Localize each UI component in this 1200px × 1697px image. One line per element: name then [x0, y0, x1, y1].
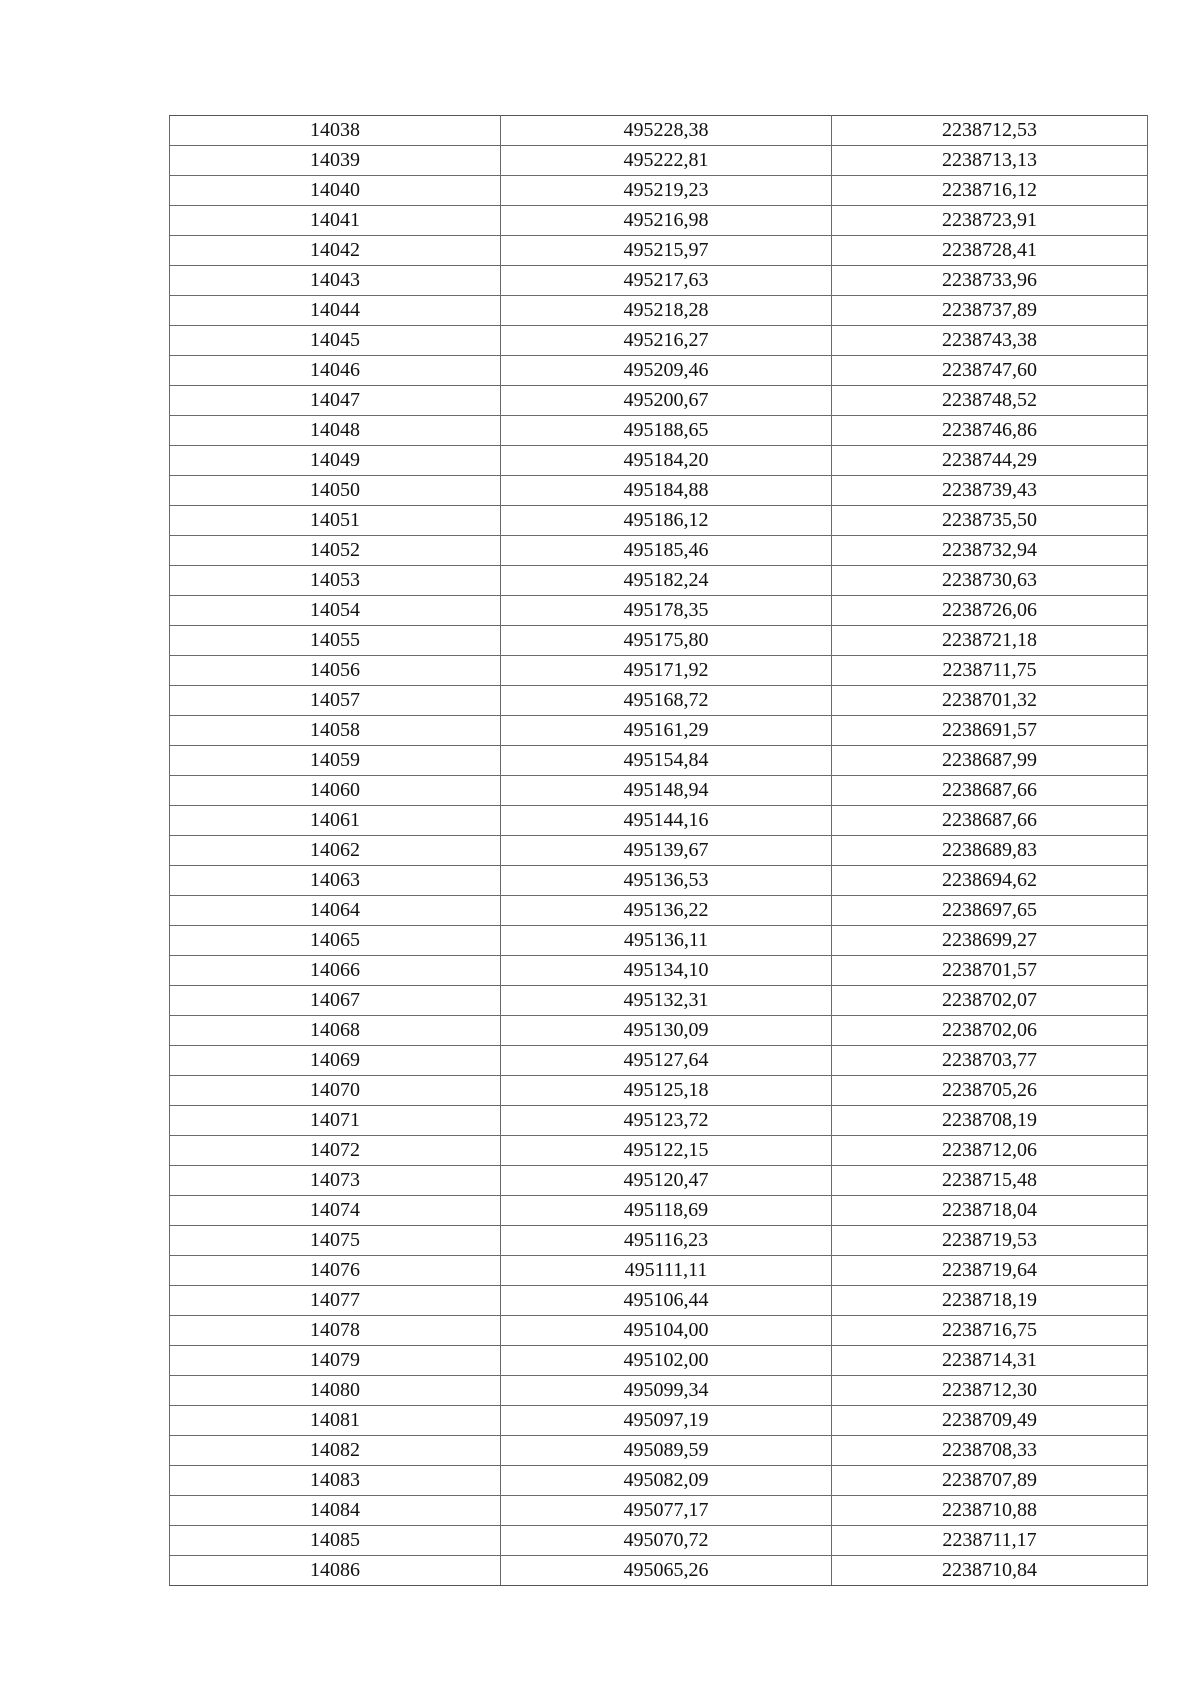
table-row	[170, 986, 1148, 1016]
x-coordinate-cell: 495089,59	[501, 1436, 832, 1466]
table-row	[170, 536, 1148, 566]
y-coordinate-cell: 2238716,75	[832, 1316, 1148, 1346]
point-number-cell: 14079	[170, 1346, 501, 1376]
table-row	[170, 566, 1148, 596]
table-row	[170, 1496, 1148, 1526]
x-coordinate-cell: 495184,88	[501, 476, 832, 506]
x-coordinate-cell: 495125,18	[501, 1076, 832, 1106]
x-coordinate-cell: 495168,72	[501, 686, 832, 716]
x-coordinate-cell: 495216,98	[501, 206, 832, 236]
y-coordinate-cell: 2238732,94	[832, 536, 1148, 566]
point-number-cell: 14071	[170, 1106, 501, 1136]
point-number-cell: 14060	[170, 776, 501, 806]
y-coordinate-cell: 2238711,75	[832, 656, 1148, 686]
point-number-cell: 14048	[170, 416, 501, 446]
x-coordinate-cell: 495130,09	[501, 1016, 832, 1046]
point-number-cell: 14044	[170, 296, 501, 326]
y-coordinate-cell: 2238713,13	[832, 146, 1148, 176]
point-number-cell: 14046	[170, 356, 501, 386]
x-coordinate-cell: 495186,12	[501, 506, 832, 536]
x-coordinate-cell: 495116,23	[501, 1226, 832, 1256]
y-coordinate-cell: 2238737,89	[832, 296, 1148, 326]
x-coordinate-cell: 495136,11	[501, 926, 832, 956]
x-coordinate-cell: 495123,72	[501, 1106, 832, 1136]
x-coordinate-cell: 495132,31	[501, 986, 832, 1016]
point-number-cell: 14084	[170, 1496, 501, 1526]
x-coordinate-cell: 495200,67	[501, 386, 832, 416]
x-coordinate-cell: 495102,00	[501, 1346, 832, 1376]
point-number-cell: 14075	[170, 1226, 501, 1256]
y-coordinate-cell: 2238715,48	[832, 1166, 1148, 1196]
y-coordinate-cell: 2238733,96	[832, 266, 1148, 296]
x-coordinate-cell: 495161,29	[501, 716, 832, 746]
y-coordinate-cell: 2238702,07	[832, 986, 1148, 1016]
x-coordinate-cell: 495154,84	[501, 746, 832, 776]
point-number-cell: 14039	[170, 146, 501, 176]
table-row	[170, 1526, 1148, 1556]
x-coordinate-cell: 495097,19	[501, 1406, 832, 1436]
x-coordinate-cell: 495136,22	[501, 896, 832, 926]
y-coordinate-cell: 2238718,04	[832, 1196, 1148, 1226]
x-coordinate-cell: 495182,24	[501, 566, 832, 596]
x-coordinate-cell: 495218,28	[501, 296, 832, 326]
table-row	[170, 386, 1148, 416]
table-row	[170, 1256, 1148, 1286]
x-coordinate-cell: 495118,69	[501, 1196, 832, 1226]
point-number-cell: 14086	[170, 1556, 501, 1586]
point-number-cell: 14058	[170, 716, 501, 746]
table-row	[170, 836, 1148, 866]
y-coordinate-cell: 2238710,84	[832, 1556, 1148, 1586]
y-coordinate-cell: 2238746,86	[832, 416, 1148, 446]
y-coordinate-cell: 2238699,27	[832, 926, 1148, 956]
table-row	[170, 1286, 1148, 1316]
x-coordinate-cell: 495175,80	[501, 626, 832, 656]
y-coordinate-cell: 2238747,60	[832, 356, 1148, 386]
x-coordinate-cell: 495122,15	[501, 1136, 832, 1166]
y-coordinate-cell: 2238719,53	[832, 1226, 1148, 1256]
y-coordinate-cell: 2238716,12	[832, 176, 1148, 206]
point-number-cell: 14085	[170, 1526, 501, 1556]
table-row	[170, 506, 1148, 536]
point-number-cell: 14041	[170, 206, 501, 236]
table-row	[170, 1046, 1148, 1076]
point-number-cell: 14074	[170, 1196, 501, 1226]
x-coordinate-cell: 495148,94	[501, 776, 832, 806]
point-number-cell: 14083	[170, 1466, 501, 1496]
point-number-cell: 14072	[170, 1136, 501, 1166]
table-row	[170, 476, 1148, 506]
y-coordinate-cell: 2238748,52	[832, 386, 1148, 416]
point-number-cell: 14062	[170, 836, 501, 866]
y-coordinate-cell: 2238723,91	[832, 206, 1148, 236]
y-coordinate-cell: 2238691,57	[832, 716, 1148, 746]
y-coordinate-cell: 2238719,64	[832, 1256, 1148, 1286]
table-row	[170, 236, 1148, 266]
point-number-cell: 14055	[170, 626, 501, 656]
point-number-cell: 14073	[170, 1166, 501, 1196]
y-coordinate-cell: 2238709,49	[832, 1406, 1148, 1436]
x-coordinate-cell: 495104,00	[501, 1316, 832, 1346]
point-number-cell: 14061	[170, 806, 501, 836]
point-number-cell: 14054	[170, 596, 501, 626]
table-row	[170, 866, 1148, 896]
table-row	[170, 1106, 1148, 1136]
point-number-cell: 14063	[170, 866, 501, 896]
y-coordinate-cell: 2238697,65	[832, 896, 1148, 926]
y-coordinate-cell: 2238710,88	[832, 1496, 1148, 1526]
table-row	[170, 1406, 1148, 1436]
point-number-cell: 14042	[170, 236, 501, 266]
table-row	[170, 416, 1148, 446]
table-row	[170, 686, 1148, 716]
table-row	[170, 1376, 1148, 1406]
y-coordinate-cell: 2238714,31	[832, 1346, 1148, 1376]
y-coordinate-cell: 2238730,63	[832, 566, 1148, 596]
table-row	[170, 446, 1148, 476]
point-number-cell: 14070	[170, 1076, 501, 1106]
x-coordinate-cell: 495209,46	[501, 356, 832, 386]
point-number-cell: 14056	[170, 656, 501, 686]
table-row	[170, 1076, 1148, 1106]
point-number-cell: 14078	[170, 1316, 501, 1346]
coordinates-table	[169, 115, 1148, 1586]
x-coordinate-cell: 495228,38	[501, 116, 832, 146]
table-row	[170, 656, 1148, 686]
point-number-cell: 14076	[170, 1256, 501, 1286]
point-number-cell: 14051	[170, 506, 501, 536]
y-coordinate-cell: 2238712,53	[832, 116, 1148, 146]
table-row	[170, 746, 1148, 776]
x-coordinate-cell: 495136,53	[501, 866, 832, 896]
table-row	[170, 176, 1148, 206]
x-coordinate-cell: 495188,65	[501, 416, 832, 446]
y-coordinate-cell: 2238712,06	[832, 1136, 1148, 1166]
table-row	[170, 716, 1148, 746]
x-coordinate-cell: 495171,92	[501, 656, 832, 686]
point-number-cell: 14081	[170, 1406, 501, 1436]
table-row	[170, 596, 1148, 626]
x-coordinate-cell: 495065,26	[501, 1556, 832, 1586]
table-row	[170, 1466, 1148, 1496]
table-row	[170, 1016, 1148, 1046]
x-coordinate-cell: 495070,72	[501, 1526, 832, 1556]
table-row	[170, 776, 1148, 806]
y-coordinate-cell: 2238743,38	[832, 326, 1148, 356]
x-coordinate-cell: 495139,67	[501, 836, 832, 866]
x-coordinate-cell: 495178,35	[501, 596, 832, 626]
y-coordinate-cell: 2238735,50	[832, 506, 1148, 536]
y-coordinate-cell: 2238728,41	[832, 236, 1148, 266]
table-row	[170, 626, 1148, 656]
y-coordinate-cell: 2238687,66	[832, 806, 1148, 836]
point-number-cell: 14065	[170, 926, 501, 956]
point-number-cell: 14049	[170, 446, 501, 476]
y-coordinate-cell: 2238705,26	[832, 1076, 1148, 1106]
x-coordinate-cell: 495134,10	[501, 956, 832, 986]
table-row	[170, 1196, 1148, 1226]
coordinates-table-body	[170, 116, 1148, 1586]
x-coordinate-cell: 495184,20	[501, 446, 832, 476]
table-row	[170, 896, 1148, 926]
y-coordinate-cell: 2238687,66	[832, 776, 1148, 806]
point-number-cell: 14059	[170, 746, 501, 776]
x-coordinate-cell: 495185,46	[501, 536, 832, 566]
y-coordinate-cell: 2238701,57	[832, 956, 1148, 986]
point-number-cell: 14067	[170, 986, 501, 1016]
x-coordinate-cell: 495077,17	[501, 1496, 832, 1526]
point-number-cell: 14077	[170, 1286, 501, 1316]
y-coordinate-cell: 2238707,89	[832, 1466, 1148, 1496]
table-row	[170, 356, 1148, 386]
y-coordinate-cell: 2238694,62	[832, 866, 1148, 896]
table-row	[170, 1166, 1148, 1196]
table-row	[170, 206, 1148, 236]
x-coordinate-cell: 495106,44	[501, 1286, 832, 1316]
y-coordinate-cell: 2238702,06	[832, 1016, 1148, 1046]
table-row	[170, 956, 1148, 986]
y-coordinate-cell: 2238708,19	[832, 1106, 1148, 1136]
table-row	[170, 296, 1148, 326]
x-coordinate-cell: 495222,81	[501, 146, 832, 176]
x-coordinate-cell: 495082,09	[501, 1466, 832, 1496]
point-number-cell: 14050	[170, 476, 501, 506]
table-row	[170, 116, 1148, 146]
y-coordinate-cell: 2238689,83	[832, 836, 1148, 866]
y-coordinate-cell: 2238708,33	[832, 1436, 1148, 1466]
x-coordinate-cell: 495120,47	[501, 1166, 832, 1196]
point-number-cell: 14080	[170, 1376, 501, 1406]
point-number-cell: 14052	[170, 536, 501, 566]
y-coordinate-cell: 2238739,43	[832, 476, 1148, 506]
x-coordinate-cell: 495111,11	[501, 1256, 832, 1286]
table-row	[170, 806, 1148, 836]
point-number-cell: 14038	[170, 116, 501, 146]
table-row	[170, 266, 1148, 296]
point-number-cell: 14068	[170, 1016, 501, 1046]
y-coordinate-cell: 2238718,19	[832, 1286, 1148, 1316]
y-coordinate-cell: 2238701,32	[832, 686, 1148, 716]
x-coordinate-cell: 495219,23	[501, 176, 832, 206]
point-number-cell: 14064	[170, 896, 501, 926]
table-row	[170, 1346, 1148, 1376]
table-row	[170, 1136, 1148, 1166]
table-row	[170, 1316, 1148, 1346]
point-number-cell: 14057	[170, 686, 501, 716]
table-row	[170, 1556, 1148, 1586]
x-coordinate-cell: 495216,27	[501, 326, 832, 356]
x-coordinate-cell: 495099,34	[501, 1376, 832, 1406]
table-row	[170, 146, 1148, 176]
table-row	[170, 926, 1148, 956]
point-number-cell: 14040	[170, 176, 501, 206]
table-row	[170, 1436, 1148, 1466]
point-number-cell: 14045	[170, 326, 501, 356]
y-coordinate-cell: 2238721,18	[832, 626, 1148, 656]
x-coordinate-cell: 495217,63	[501, 266, 832, 296]
y-coordinate-cell: 2238744,29	[832, 446, 1148, 476]
y-coordinate-cell: 2238711,17	[832, 1526, 1148, 1556]
x-coordinate-cell: 495215,97	[501, 236, 832, 266]
table-row	[170, 1226, 1148, 1256]
point-number-cell: 14043	[170, 266, 501, 296]
point-number-cell: 14082	[170, 1436, 501, 1466]
point-number-cell: 14066	[170, 956, 501, 986]
point-number-cell: 14069	[170, 1046, 501, 1076]
x-coordinate-cell: 495144,16	[501, 806, 832, 836]
y-coordinate-cell: 2238712,30	[832, 1376, 1148, 1406]
point-number-cell: 14053	[170, 566, 501, 596]
point-number-cell: 14047	[170, 386, 501, 416]
y-coordinate-cell: 2238726,06	[832, 596, 1148, 626]
x-coordinate-cell: 495127,64	[501, 1046, 832, 1076]
y-coordinate-cell: 2238687,99	[832, 746, 1148, 776]
y-coordinate-cell: 2238703,77	[832, 1046, 1148, 1076]
table-row	[170, 326, 1148, 356]
